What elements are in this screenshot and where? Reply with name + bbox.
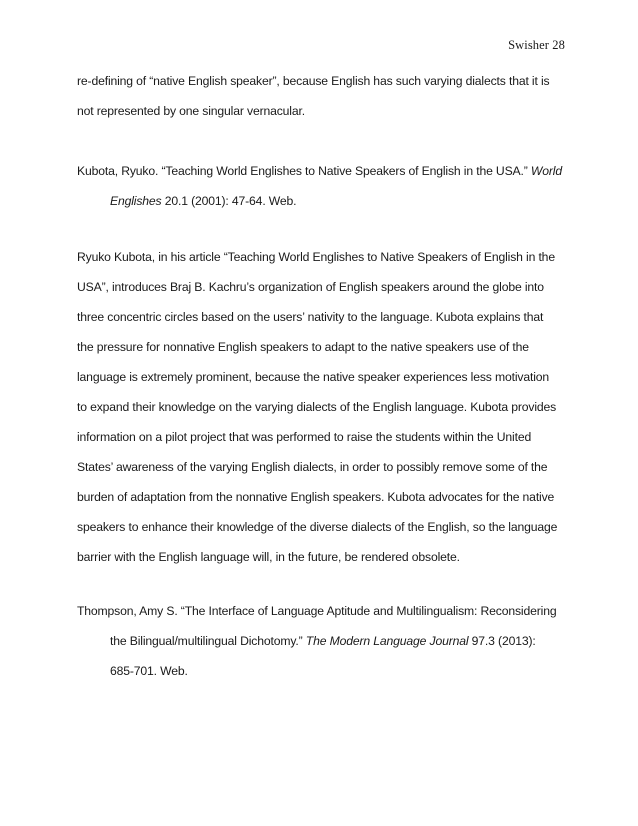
annotation-line: speakers to enhance their knowledge of the diverse dialects of the English, so the language [77, 520, 558, 534]
running-head: Swisher 28 [508, 38, 565, 52]
citation-text: 97.3 (2013): [468, 634, 536, 648]
annotation-line: burden of adaptation from the nonnative English speakers. Kubota advocates for the native [77, 490, 555, 504]
citation-journal-italic: World [530, 164, 562, 178]
citation-text: the Bilingual/multilingual Dichotomy.” [110, 634, 306, 648]
paragraph-line: re-defining of “native English speaker”, because English has such varying dialects that it is [77, 74, 550, 88]
annotation-line: the pressure for nonnative English speakers to adapt to the native speakers use of the [77, 340, 529, 354]
annotation-line: to expand their knowledge on the varying dialects of the English language. Kubota provides [77, 400, 557, 414]
citation-journal-italic: The Modern Language Journal [305, 634, 469, 648]
citation-text: 20.1 (2001): 47-64. Web. [161, 194, 297, 208]
citation-journal-italic: Englishes [110, 194, 162, 208]
annotation-line: barrier with the English language will, in the future, be rendered obsolete. [77, 550, 460, 564]
annotation-line: language is extremely prominent, because the native speaker experiences less motivation [77, 370, 550, 384]
citation-thompson-line-3: 685-701. Web. [110, 664, 188, 678]
paragraph-line: not represented by one singular vernacular. [77, 104, 305, 118]
annotation-line: States’ awareness of the varying English dialects, in order to possibly remove some of the [77, 460, 548, 474]
citation-kubota-line-2 [110, 194, 296, 208]
annotation-line: three concentric circles based on the users’ nativity to the language. Kubota explains that [77, 310, 544, 324]
annotation-line: USA”, introduces Braj B. Kachru’s organization of English speakers around the globe into [77, 280, 544, 294]
annotation-line: Ryuko Kubota, in his article “Teaching World Englishes to Native Speakers of English in the [77, 250, 555, 264]
citation-thompson-line-1: Thompson, Amy S. “The Interface of Language Aptitude and Multilingualism: Reconsidering [77, 604, 557, 618]
citation-text: Kubota, Ryuko. “Teaching World Englishes to Native Speakers of English in the USA.” [77, 164, 531, 178]
citation-thompson-line-2 [110, 634, 536, 648]
citation-kubota-line-1 [77, 164, 562, 178]
annotation-line: information on a pilot project that was performed to raise the students within the United [77, 430, 532, 444]
